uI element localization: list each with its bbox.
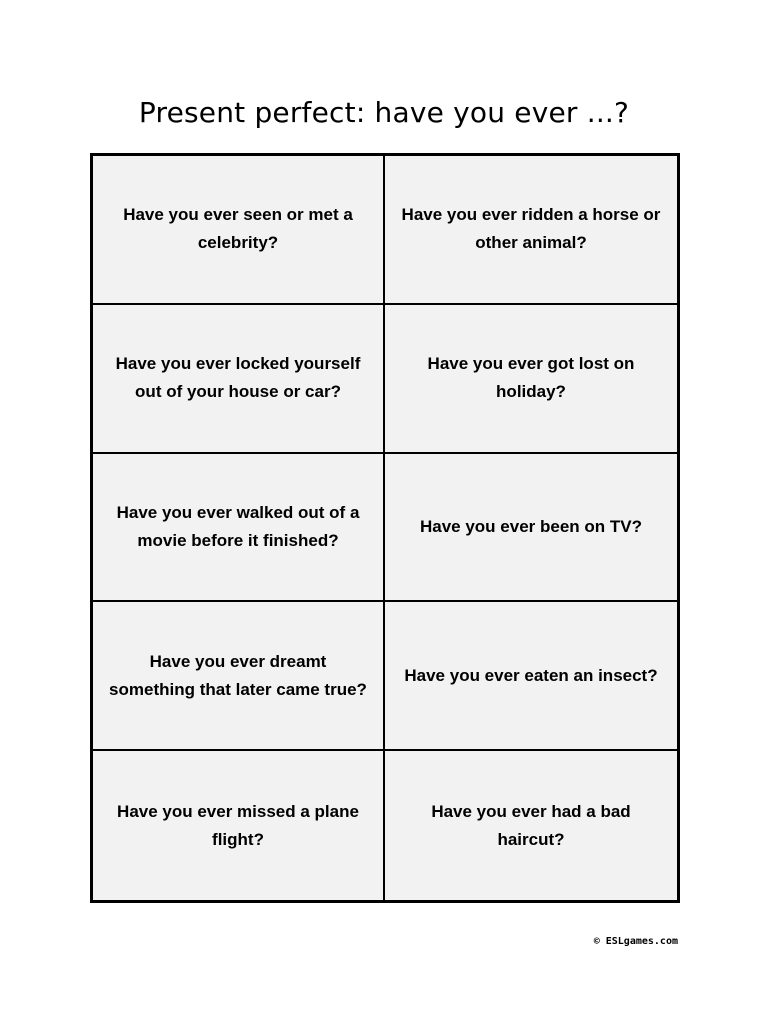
question-card — [385, 602, 677, 751]
question-card — [385, 751, 677, 900]
question-text: Have you ever missed a plane flight? — [117, 801, 359, 849]
question-card — [93, 454, 385, 603]
copyright-notice: © ESLgames.com — [593, 936, 678, 947]
question-card — [385, 305, 677, 454]
question-text: Have you ever walked out of a movie before it finished? — [116, 502, 360, 550]
question-text: Have you ever seen or met a celebrity? — [123, 205, 353, 253]
question-card — [93, 156, 385, 305]
question-card — [93, 602, 385, 751]
question-card — [385, 454, 677, 603]
page-title: Present perfect: have you ever ...? — [138, 96, 630, 129]
question-text: Have you ever locked yourself out of your house or car? — [115, 354, 361, 402]
question-text: Have you ever got lost on holiday? — [427, 354, 635, 402]
question-text: Have you ever dreamt something that later came true? — [109, 651, 367, 699]
question-text: Have you ever had a bad haircut? — [431, 801, 631, 849]
question-text: Have you ever been on TV? — [419, 516, 642, 536]
question-card-grid — [90, 153, 680, 903]
question-card — [385, 156, 677, 305]
question-text: Have you ever eaten an insect? — [404, 665, 658, 685]
question-card — [93, 305, 385, 454]
question-card — [93, 751, 385, 900]
question-text: Have you ever ridden a horse or other animal? — [401, 205, 661, 253]
